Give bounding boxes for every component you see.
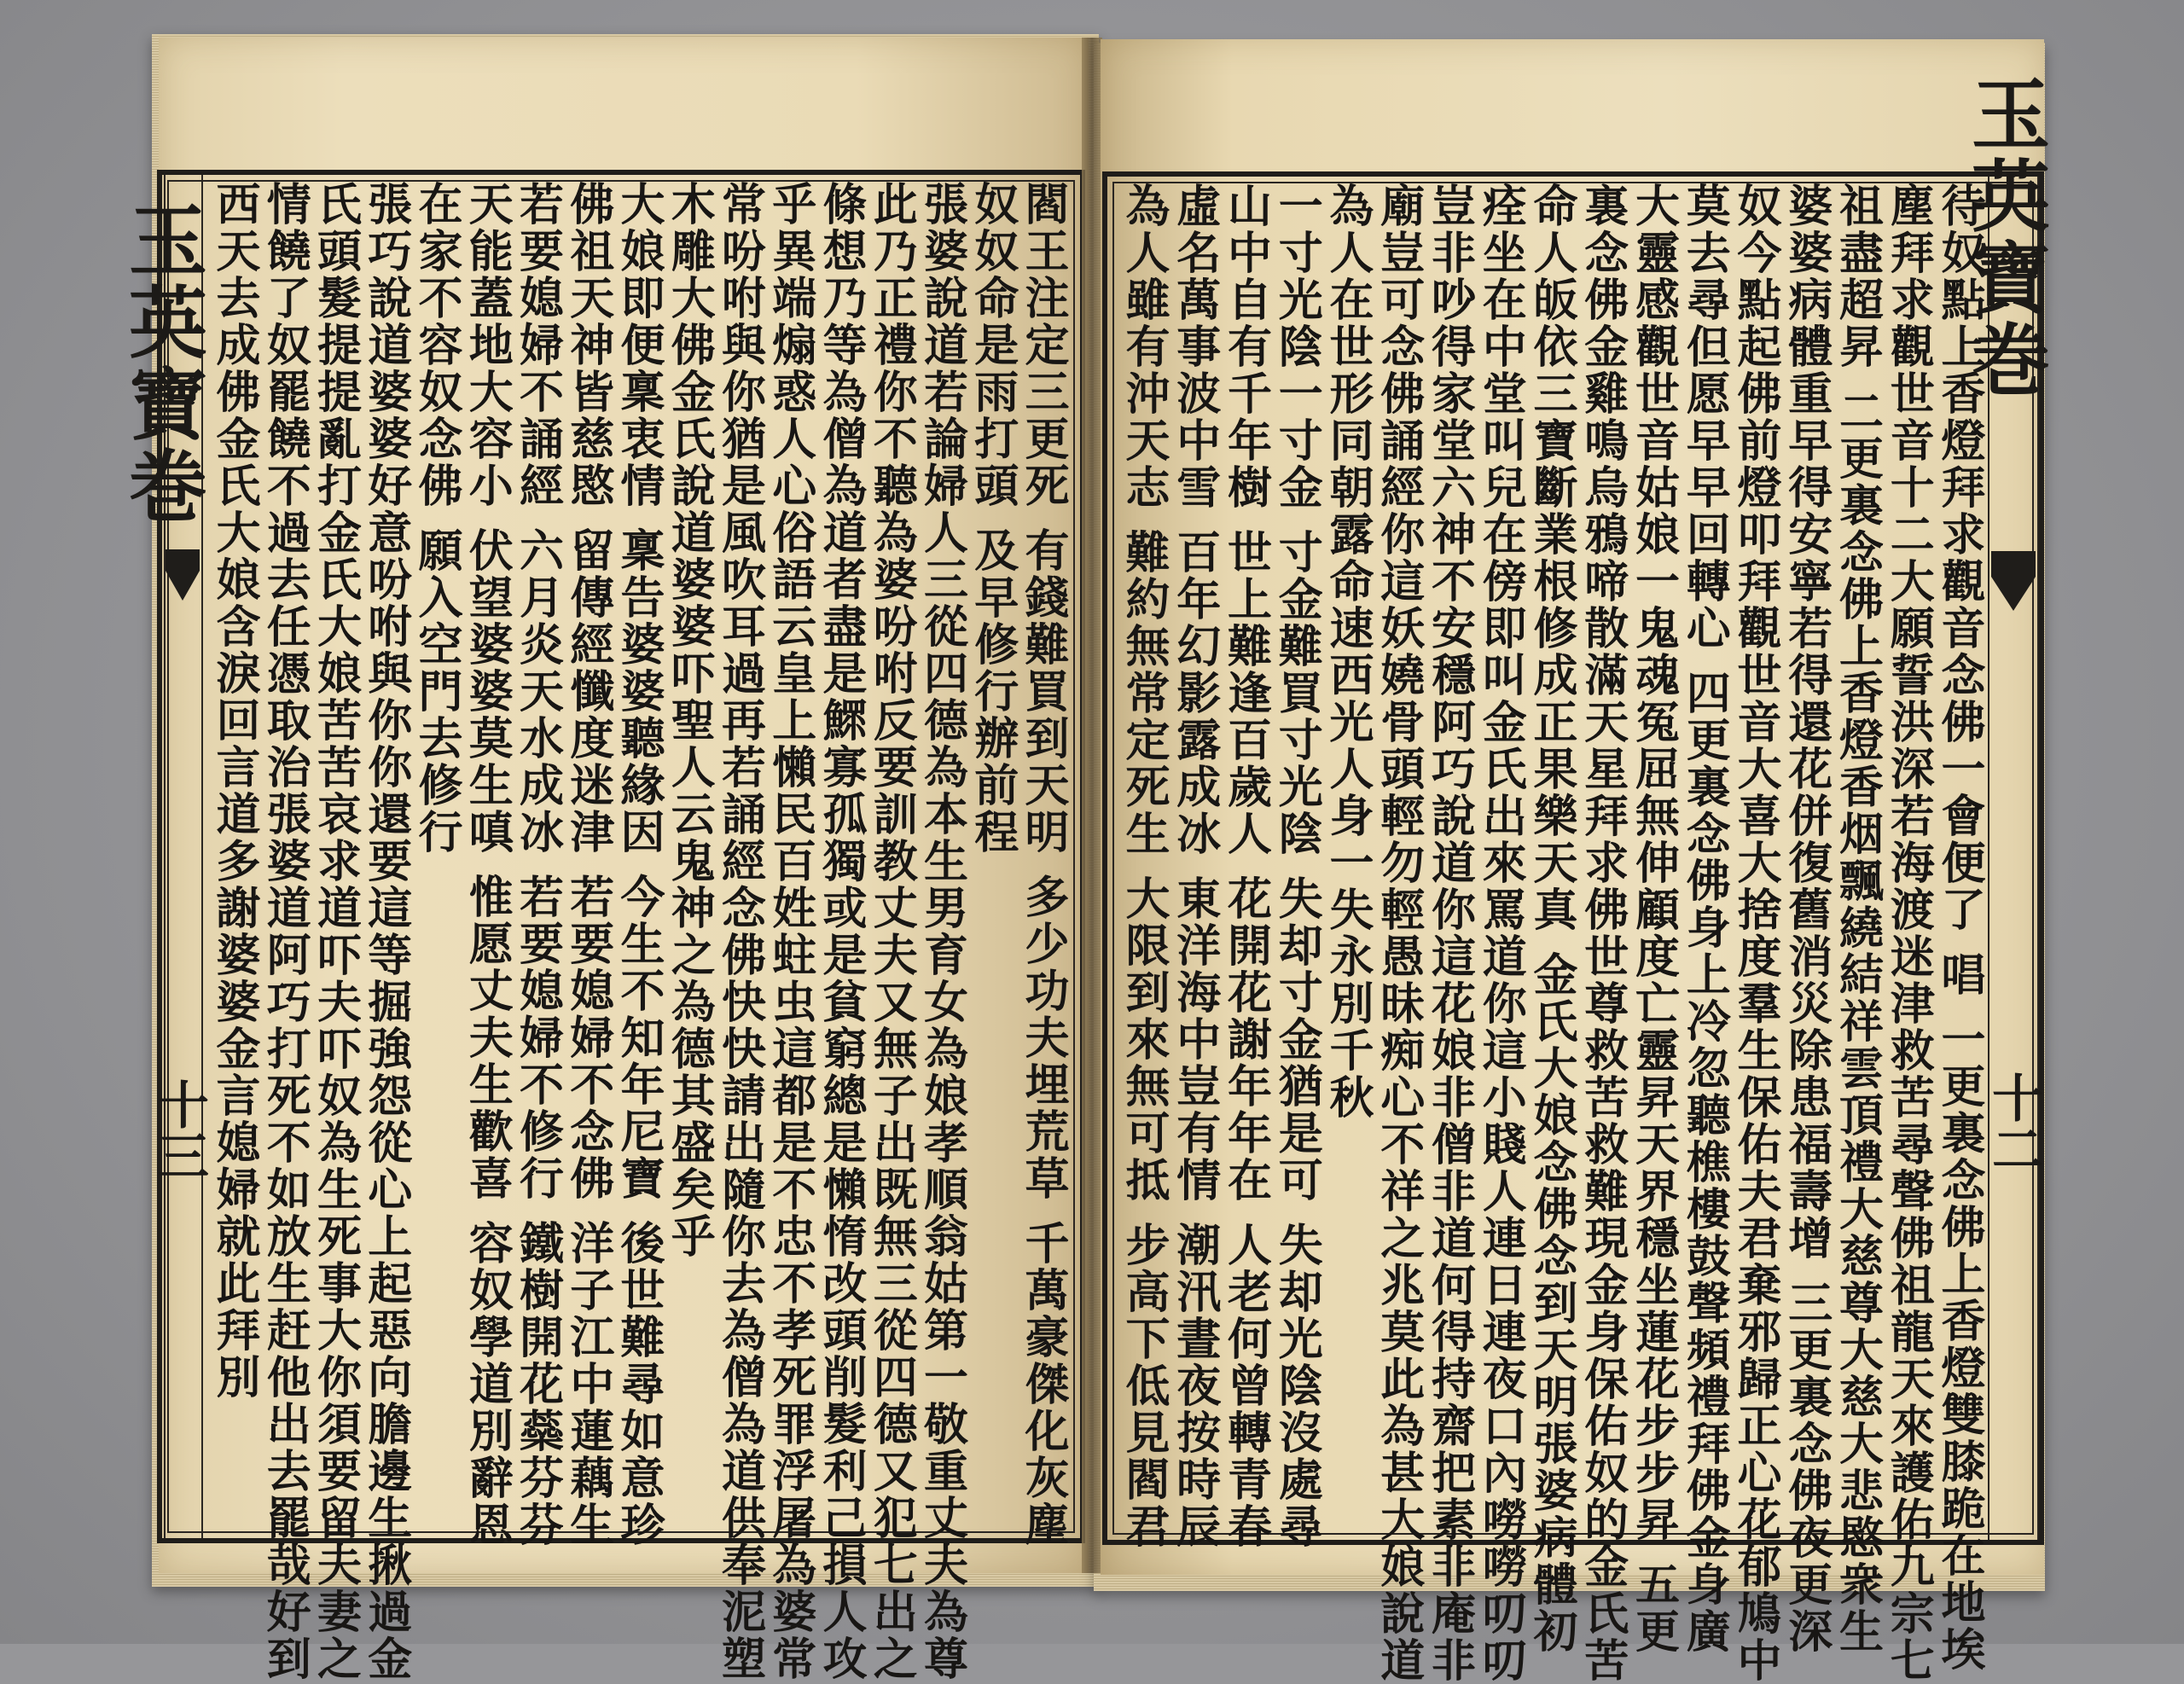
text-column: 張巧說道婆婆好意吩咐與你你還要這等掘強怨從心上起惡向膽邊生揪過金 — [359, 181, 412, 1682]
text-column: 佛祖天神皆慈愍 留傳經懺度迷津 若要媳婦不念佛 洋子江中蓮藕生 — [561, 181, 614, 1549]
text-column: 痊坐在中堂叫兒在傍即叫金氏出來罵道你這小賤人連日連夜口內嘮嘮叨叨 — [1474, 183, 1527, 1684]
right-folio: 十二 — [1984, 1071, 2043, 1174]
text-column: 命人皈依三寶斷業根修成正果樂天真 金氏大娘念佛念到天明張婆病體初 — [1525, 183, 1577, 1656]
left-folio: 十三 — [149, 1078, 209, 1181]
book-gutter — [1082, 38, 1102, 1573]
text-column: 虛名萬事波中雪 百年幻影露成冰 東洋海中豈有情 潮汛晝夜按時辰 — [1168, 183, 1221, 1551]
text-column: 莫去尋但愿早早回轉心 四更裏念佛身上冷忽聽樵樓鼓聲頻禮拜佛金身廣 — [1678, 183, 1731, 1656]
text-column: 西天去成佛金氏大娘含淚回言道多謝婆婆金言媳婦就此拜別 — [208, 181, 260, 1401]
text-column: 塵拜求觀世音十二大願誓洪深若海渡迷津救苦尋聲佛祖龍天來護佑九宗七 — [1882, 183, 1935, 1684]
text-column: 為人在世形同朝露命速西光人身一失永別千秋 — [1321, 183, 1374, 1121]
text-column: 婆婆病體重早得安寧若得還花併復舊消災除患福壽增 三更裏念佛夜更深 — [1780, 183, 1833, 1656]
left-page — [116, 38, 1089, 1682]
text-column: 天能蓋地大容小 伏望婆婆莫生嗔 惟愿丈夫生歡喜 容奴學道別辭恩 — [461, 181, 514, 1549]
right-text-block — [1118, 183, 1985, 1684]
text-column: 此乃正禮你不聽為婆吩咐反要訓教丈夫又無子出既無三從四德又犯七出之 — [865, 181, 918, 1682]
text-column: 奴奴命是雨打頭 及早修行辦前程 — [966, 181, 1019, 857]
right-spine-title: 玉英寶巻 — [1959, 73, 2051, 401]
left-text-block — [208, 181, 1069, 1682]
text-column: 若要媳婦不誦經 六月炎天水成冰 若要媳婦不修行 鐵樹開花蘂芬芬 — [511, 181, 564, 1549]
text-column: 大娘即便稟衷情 稟告婆婆聽緣因 今生不知年尼寶 後世難尋如意珍 — [613, 181, 665, 1549]
text-column: 情饒了奴罷饒不過去任憑取治張婆道阿巧打死不如放生赶他出去罷哉好到 — [258, 181, 311, 1682]
text-column: 祖盡超昇 二更裏念佛上香燈香烟飄繞結祥雲頂禮大慈尊大慈大悲愍衆生 — [1831, 183, 1884, 1656]
text-column: 奴今點起佛前燈叩拜觀世音大喜大捨度羣生保佑夫君棄邪歸正心花郁鳩中 — [1729, 183, 1781, 1684]
left-fishtail-mark — [166, 549, 200, 601]
text-column: 待奴點上香燈拜求觀音念佛一會便了 唱 一更裏念佛上香燈雙膝跪在地埃 — [1933, 183, 1985, 1674]
text-column: 乎異端煽惑人心俗語云皇上懶民百姓蛀虫這都是不忠不孝死罪浮屠為婆常 — [764, 181, 816, 1682]
text-column: 一寸光陰一寸金 寸金難買寸光陰 失却寸金猶是可 失却光陰沒處尋 — [1270, 183, 1323, 1551]
text-column: 木雕大佛金氏說道婆婆吓聖人云鬼神之為德其盛矣乎 — [663, 181, 716, 1260]
text-column: 為人雖有沖天志 難約無常定死生 大限到來無可抵 步高下低見閻君 — [1118, 183, 1170, 1551]
text-column: 條想乃等為僧為道者盡是鰥寡孤獨或是貧窮總是懶惰改頭削髮利己損人攻 — [815, 181, 867, 1682]
text-column: 常吩咐與你猶是風吹耳過再若誦經念佛快快請出隨你去為僧為道供奉泥塑 — [713, 181, 766, 1682]
text-column: 裏念佛金雞鳴烏鴉啼散滿天星拜求佛世尊救苦救難現金身保佑奴的金氏苦 — [1576, 183, 1629, 1684]
left-spine-title: 玉英寶巻 — [116, 200, 208, 527]
text-column: 張婆說道若論婦人三從四德為本生男育女為娘孝順翁姑第一敬重丈夫為尊 — [915, 181, 968, 1682]
text-column: 山中自有千年樹 世上難逢百歲人 花開花謝年年在 人老何曾轉青春 — [1219, 183, 1272, 1551]
text-column: 廟豈可念佛誦經你這妖嬈骨頭輕勿輕愚昧痴心不祥之兆莫此為甚大娘說道 — [1372, 183, 1425, 1684]
right-page — [1101, 39, 2051, 1684]
text-column: 閻王注定三更死 有錢難買到天明 多少功夫埋荒草 千萬豪傑化灰塵 — [1017, 181, 1069, 1549]
text-column: 豈非吵得家堂六神不安穩阿巧說道你這花娘非僧非道何得持齋把素非庵非 — [1423, 183, 1476, 1684]
text-column: 氏頭髮提提亂打金氏大娘苦苦哀求道吓夫吓奴為生死事大你須要留夫妻之 — [309, 181, 362, 1682]
text-column: 在家不容奴念佛 願入空門去修行 — [410, 181, 462, 857]
right-fishtail-mark — [1991, 551, 2036, 611]
text-column: 大靈感觀世音姑娘一鬼魂冤屈無伸顧度亡靈昇天界穩坐蓮花步步昇 五更 — [1627, 183, 1680, 1656]
